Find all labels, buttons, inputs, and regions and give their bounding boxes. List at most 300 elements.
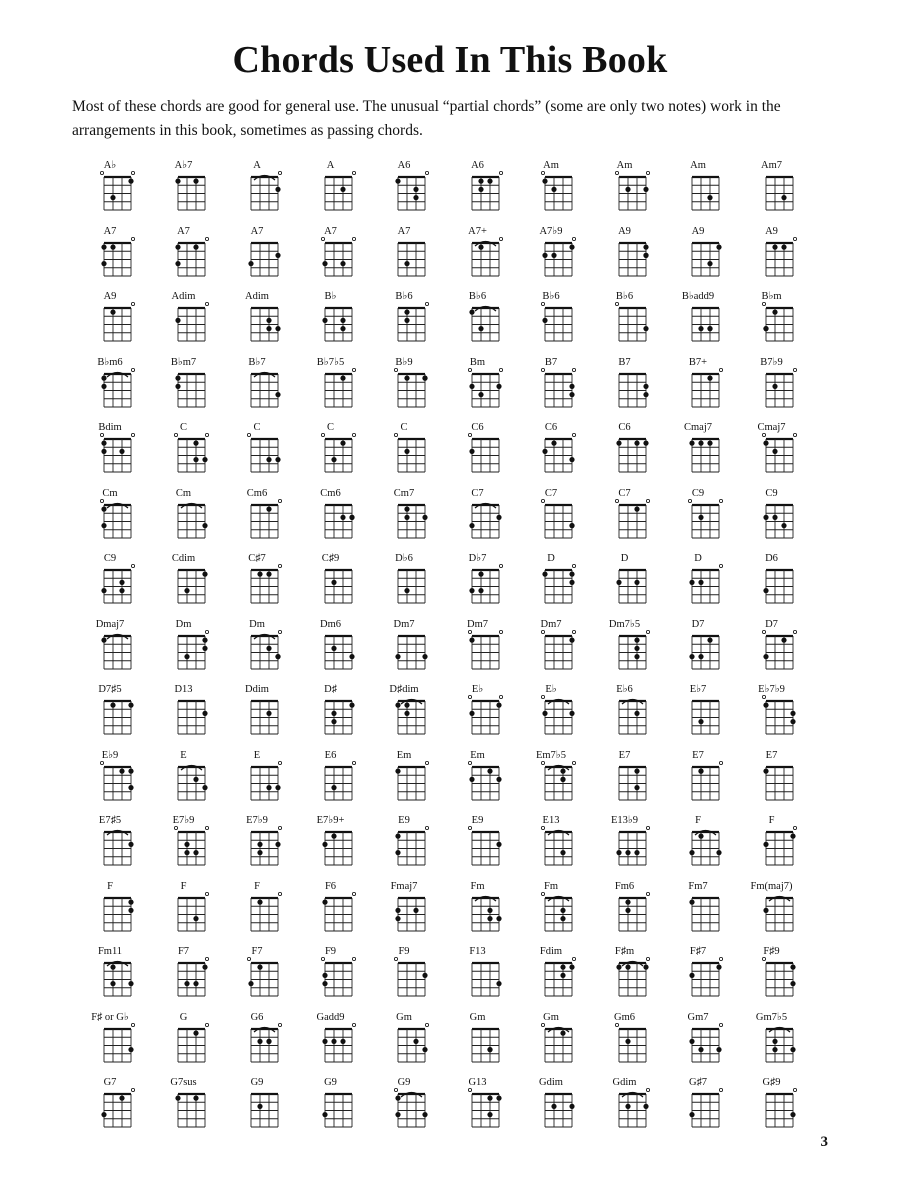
chord-diagram: [595, 750, 655, 810]
fretboard-icon: [301, 291, 361, 351]
fretboard-icon: [448, 1012, 508, 1072]
fretboard-icon: [80, 422, 140, 482]
chord-name: D7♯5: [98, 684, 122, 695]
chord-name: A6: [397, 160, 411, 171]
fretboard-icon: [374, 1077, 434, 1137]
fretboard-icon: [154, 1012, 214, 1072]
fretboard-icon: [374, 357, 434, 417]
chord-diagram: [448, 946, 508, 1006]
fretboard-icon: [595, 881, 655, 941]
chord-name: E7♭9: [246, 815, 268, 826]
chord-diagram: [301, 553, 361, 613]
chord-name: A7: [177, 225, 190, 237]
chord-name: Adim: [171, 291, 196, 302]
chord-name: B7: [544, 356, 558, 368]
fretboard-icon: [521, 619, 581, 679]
chord-diagram: [227, 750, 287, 810]
fretboard-icon: [595, 1012, 655, 1072]
fretboard-icon: [374, 422, 434, 482]
chord-diagram: [595, 946, 655, 1006]
chord-diagram: [374, 488, 434, 548]
chord-name: Cm6: [320, 487, 341, 499]
chord-diagram: [521, 553, 581, 613]
fretboard-icon: [521, 553, 581, 613]
chord-diagram: [668, 684, 728, 744]
chord-diagram: [521, 684, 581, 744]
chord-name: F: [695, 815, 701, 826]
chord-diagram: [448, 1012, 508, 1072]
chord-diagram: [374, 291, 434, 351]
chord-diagram: [595, 160, 655, 220]
chord-name: C♯7: [248, 553, 266, 564]
chord-diagram: [595, 488, 655, 548]
chord-name: C: [179, 422, 187, 433]
fretboard-icon: [742, 160, 802, 220]
chord-diagram: [521, 619, 581, 679]
chord-name: E♭: [545, 684, 557, 695]
chord-diagram: [301, 357, 361, 417]
chord-diagram: [595, 422, 655, 482]
chord-name: A♭: [103, 160, 117, 171]
fretboard-icon: [668, 488, 728, 548]
chord-name: B♭m6: [97, 356, 123, 368]
fretboard-icon: [80, 291, 140, 351]
chord-name: F7: [251, 946, 263, 957]
chord-diagram: [742, 1012, 802, 1072]
fretboard-icon: [668, 619, 728, 679]
chord-name: C6: [471, 422, 484, 433]
chord-diagram: [374, 553, 434, 613]
fretboard-icon: [448, 619, 508, 679]
chord-diagram: [595, 357, 655, 417]
fretboard-icon: [374, 488, 434, 548]
fretboard-icon: [227, 422, 287, 482]
chord-name: Gm: [396, 1011, 412, 1023]
chord-diagram: [154, 946, 214, 1006]
fretboard-icon: [154, 946, 214, 1006]
chord-name: Gm7♭5: [755, 1011, 788, 1023]
chord-name: A9: [103, 291, 117, 302]
chord-diagram: [595, 1012, 655, 1072]
chord-diagram: [742, 1077, 802, 1137]
chord-name: D: [620, 553, 629, 564]
chord-name: Fm(maj7): [750, 880, 793, 892]
fretboard-icon: [80, 488, 140, 548]
chord-name: E♭7: [689, 684, 707, 695]
chord-name: Dm: [249, 618, 265, 630]
chord-diagram: [374, 1012, 434, 1072]
chord-diagram: [595, 226, 655, 286]
chord-name: B♭6: [395, 291, 413, 302]
fretboard-icon: [80, 946, 140, 1006]
chord-name: A7: [324, 225, 337, 237]
chord-diagram: [301, 881, 361, 941]
fretboard-icon: [227, 881, 287, 941]
fretboard-icon: [227, 1077, 287, 1137]
chord-diagram: [154, 750, 214, 810]
chord-name: B♭6: [615, 291, 634, 302]
chord-name: A7: [250, 225, 264, 237]
fretboard-icon: [521, 1012, 581, 1072]
fretboard-icon: [227, 488, 287, 548]
fretboard-icon: [374, 619, 434, 679]
chord-diagram: [742, 881, 802, 941]
fretboard-icon: [374, 553, 434, 613]
chord-name: G: [179, 1011, 188, 1023]
fretboard-icon: [742, 881, 802, 941]
chord-name: E9: [398, 815, 410, 826]
chord-diagram: [374, 619, 434, 679]
chord-name: C: [253, 422, 261, 433]
chord-name: Dm7♭5: [608, 618, 641, 630]
chord-name: Am7: [761, 160, 782, 171]
chord-name: E: [253, 749, 261, 761]
fretboard-icon: [227, 357, 287, 417]
chord-diagram: [80, 422, 140, 482]
chord-name: C: [400, 422, 408, 433]
fretboard-icon: [521, 291, 581, 351]
fretboard-icon: [448, 160, 508, 220]
fretboard-icon: [374, 160, 434, 220]
chord-diagram: [154, 357, 214, 417]
fretboard-icon: [742, 357, 802, 417]
fretboard-icon: [595, 291, 655, 351]
chord-diagram: [301, 815, 361, 875]
fretboard-icon: [668, 815, 728, 875]
fretboard-icon: [521, 226, 581, 286]
fretboard-icon: [595, 750, 655, 810]
chord-name: G♯7: [688, 1077, 708, 1088]
chord-diagram: [374, 160, 434, 220]
chord-diagram: [448, 553, 508, 613]
chord-diagram: [595, 291, 655, 351]
chord-diagram: [521, 422, 581, 482]
chord-diagram: [154, 1012, 214, 1072]
chord-name: Adim: [245, 291, 269, 302]
chord-diagram: [227, 422, 287, 482]
chord-diagram: [227, 553, 287, 613]
fretboard-icon: [301, 226, 361, 286]
fretboard-icon: [154, 291, 214, 351]
chord-diagram: [742, 946, 802, 1006]
chord-name: Em7♭5: [535, 749, 567, 761]
fretboard-icon: [448, 553, 508, 613]
fretboard-icon: [301, 881, 361, 941]
chord-diagram: [742, 815, 802, 875]
fretboard-icon: [668, 226, 728, 286]
chord-name: Cm7: [393, 487, 415, 499]
fretboard-icon: [742, 684, 802, 744]
fretboard-icon: [301, 357, 361, 417]
fretboard-icon: [154, 422, 214, 482]
chord-diagram: [227, 488, 287, 548]
chord-name: Dm7: [393, 618, 415, 630]
fretboard-icon: [668, 750, 728, 810]
fretboard-icon: [301, 815, 361, 875]
fretboard-icon: [742, 488, 802, 548]
chord-name: D♯dim: [389, 684, 419, 695]
chord-name: F: [254, 880, 260, 892]
chord-diagram: [301, 422, 361, 482]
chord-diagram: [301, 946, 361, 1006]
chord-name: A9: [618, 225, 631, 237]
chord-name: A9: [765, 225, 778, 237]
chord-name: C: [326, 422, 334, 433]
intro-paragraph: Most of these chords are good for general use. The unusual “partial chords” (some are only two notes) work in the arrangements in this book, sometimes as passing chords.: [72, 98, 781, 139]
chord-name: C6: [618, 422, 631, 433]
chord-name: C7: [544, 487, 558, 499]
chord-name: Gm: [543, 1011, 559, 1023]
chord-name: Fm6: [614, 880, 635, 892]
chord-name: Gm7: [687, 1011, 709, 1023]
fretboard-icon: [374, 1012, 434, 1072]
chord-name: G7sus: [170, 1077, 197, 1088]
chord-name: D♯: [324, 684, 337, 695]
chord-name: E13: [542, 815, 560, 826]
chord-diagram: [154, 881, 214, 941]
fretboard-icon: [227, 946, 287, 1006]
chord-diagram: [154, 291, 214, 351]
fretboard-icon: [521, 488, 581, 548]
fretboard-icon: [448, 422, 508, 482]
chord-diagram: [227, 881, 287, 941]
fretboard-icon: [742, 750, 802, 810]
chord-diagram: [374, 226, 434, 286]
chord-diagram: [448, 684, 508, 744]
chord-diagram: [80, 619, 140, 679]
chord-name: F♯m: [614, 946, 635, 957]
chord-name: Am: [616, 160, 633, 171]
chord-name: C6: [544, 422, 558, 433]
chord-name: B♭m7: [170, 356, 197, 368]
chord-name: Dm: [175, 618, 192, 630]
chord-diagram: [448, 422, 508, 482]
chord-name: Em: [470, 749, 485, 761]
fretboard-icon: [448, 750, 508, 810]
chord-name: G♯9: [762, 1077, 781, 1088]
chord-name: B♭: [324, 291, 337, 302]
chord-diagram: [80, 1077, 140, 1137]
fretboard-icon: [154, 1077, 214, 1137]
chord-diagram: [668, 750, 728, 810]
chord-name: Bm: [469, 356, 486, 368]
chord-name: Ddim: [245, 684, 269, 695]
fretboard-icon: [521, 422, 581, 482]
chord-name: D6: [765, 553, 778, 564]
fretboard-icon: [521, 160, 581, 220]
chord-diagram: [668, 291, 728, 351]
chord-diagram: [227, 1077, 287, 1137]
chord-name: B7: [618, 356, 631, 368]
chord-name: F9: [324, 946, 337, 957]
fretboard-icon: [595, 1077, 655, 1137]
chord-diagram: [521, 881, 581, 941]
fretboard-icon: [595, 684, 655, 744]
fretboard-icon: [595, 815, 655, 875]
chord-diagram: [80, 946, 140, 1006]
chord-name: A6: [471, 160, 484, 171]
chord-name: D: [547, 553, 555, 564]
fretboard-icon: [668, 684, 728, 744]
fretboard-icon: [448, 815, 508, 875]
chord-name: G13: [468, 1077, 487, 1088]
chord-diagram: [154, 226, 214, 286]
chord-name: Fdim: [539, 946, 563, 957]
chord-name: Fm7: [688, 880, 708, 892]
chord-name: D7: [765, 618, 778, 630]
chord-diagram: [80, 357, 140, 417]
fretboard-icon: [521, 815, 581, 875]
chord-name: A: [326, 160, 335, 171]
fretboard-icon: [301, 553, 361, 613]
chord-diagram: [154, 684, 214, 744]
chord-name: E: [180, 749, 187, 761]
chord-diagram: [742, 226, 802, 286]
chord-diagram: [80, 881, 140, 941]
chord-name: Cm6: [246, 487, 268, 499]
chord-name: B♭7♭5: [316, 356, 345, 368]
fretboard-icon: [154, 684, 214, 744]
chord-name: B7♭9: [760, 356, 783, 368]
chord-name: A7: [103, 225, 117, 237]
fretboard-icon: [668, 291, 728, 351]
chord-diagram: [374, 684, 434, 744]
chord-name: E7♭9+: [316, 815, 345, 826]
chord-diagram: [448, 619, 508, 679]
chord-name: A7♭9: [539, 225, 563, 237]
chord-diagram: [154, 160, 214, 220]
fretboard-icon: [668, 553, 728, 613]
chord-diagram: [301, 1077, 361, 1137]
fretboard-icon: [448, 226, 508, 286]
chord-name: E♭7♭9: [758, 684, 785, 695]
fretboard-icon: [595, 357, 655, 417]
fretboard-icon: [80, 619, 140, 679]
fretboard-icon: [742, 1077, 802, 1137]
chord-diagram: [742, 553, 802, 613]
fretboard-icon: [374, 946, 434, 1006]
chord-diagram: [448, 750, 508, 810]
chord-diagram: [595, 881, 655, 941]
chord-diagram: [227, 160, 287, 220]
fretboard-icon: [668, 881, 728, 941]
chord-name: E♭9: [101, 749, 119, 761]
chord-diagram: [374, 881, 434, 941]
fretboard-icon: [374, 881, 434, 941]
chord-name: Am: [543, 160, 559, 171]
chord-name: E♭6: [616, 684, 633, 695]
fretboard-icon: [301, 160, 361, 220]
fretboard-icon: [227, 553, 287, 613]
fretboard-icon: [448, 357, 508, 417]
chord-diagram: [80, 815, 140, 875]
fretboard-icon: [668, 422, 728, 482]
chord-name: F: [107, 880, 113, 892]
fretboard-icon: [448, 488, 508, 548]
chord-name: B♭6: [542, 291, 560, 302]
fretboard-icon: [301, 750, 361, 810]
chord-diagram: [668, 226, 728, 286]
chord-diagram: [227, 357, 287, 417]
chord-name: F: [180, 880, 187, 892]
fretboard-icon: [80, 160, 140, 220]
chord-name: F6: [324, 880, 337, 892]
fretboard-icon: [595, 488, 655, 548]
chord-name: E7: [765, 749, 778, 761]
chord-name: A7: [397, 225, 411, 237]
fretboard-icon: [448, 946, 508, 1006]
chord-name: D♭6: [395, 553, 413, 564]
chord-name: Gm6: [614, 1011, 635, 1023]
chord-diagram: [668, 1077, 728, 1137]
fretboard-icon: [521, 684, 581, 744]
chord-name: D: [694, 553, 702, 564]
chord-name: Fm: [470, 880, 485, 892]
fretboard-icon: [154, 160, 214, 220]
chord-diagram: [80, 291, 140, 351]
chord-name: Em: [396, 749, 412, 761]
chord-name: Fm11: [97, 946, 123, 957]
fretboard-icon: [227, 815, 287, 875]
chord-diagram: [374, 750, 434, 810]
chord-name: C9: [765, 487, 778, 499]
fretboard-icon: [154, 815, 214, 875]
chord-name: G7: [103, 1077, 117, 1088]
fretboard-icon: [80, 553, 140, 613]
chord-name: A♭7: [174, 160, 193, 171]
fretboard-icon: [80, 357, 140, 417]
fretboard-icon: [227, 1012, 287, 1072]
chord-diagram: [595, 684, 655, 744]
chord-diagram: [448, 226, 508, 286]
chord-name: F9: [398, 946, 410, 957]
chord-name: G9: [250, 1077, 264, 1088]
chord-diagram: [154, 619, 214, 679]
fretboard-icon: [154, 488, 214, 548]
chord-diagram: [154, 422, 214, 482]
fretboard-icon: [227, 750, 287, 810]
chord-name: G9: [324, 1077, 337, 1088]
fretboard-icon: [521, 881, 581, 941]
chord-diagram: [668, 357, 728, 417]
fretboard-icon: [80, 881, 140, 941]
chord-name: Cdim: [171, 553, 196, 564]
chord-name: E9: [471, 815, 484, 826]
chord-diagram: [742, 619, 802, 679]
fretboard-icon: [80, 226, 140, 286]
chord-diagram: [521, 357, 581, 417]
chord-diagram: [668, 488, 728, 548]
chord-diagram: [668, 881, 728, 941]
chord-name: B7+: [688, 356, 708, 368]
chord-diagram: [374, 815, 434, 875]
chord-diagram: [742, 291, 802, 351]
chord-diagram: [448, 881, 508, 941]
chord-name: Dmaj7: [95, 618, 125, 630]
chord-diagram: [227, 291, 287, 351]
fretboard-icon: [227, 291, 287, 351]
chord-diagram: [668, 422, 728, 482]
chord-name: D13: [174, 684, 193, 695]
chord-diagram: [448, 291, 508, 351]
chord-diagram: [595, 553, 655, 613]
chord-chart-grid: [80, 160, 820, 1130]
fretboard-icon: [668, 357, 728, 417]
chord-diagram: [521, 946, 581, 1006]
fretboard-icon: [668, 1012, 728, 1072]
chord-name: F♯ or G♭: [91, 1011, 129, 1023]
fretboard-icon: [80, 750, 140, 810]
